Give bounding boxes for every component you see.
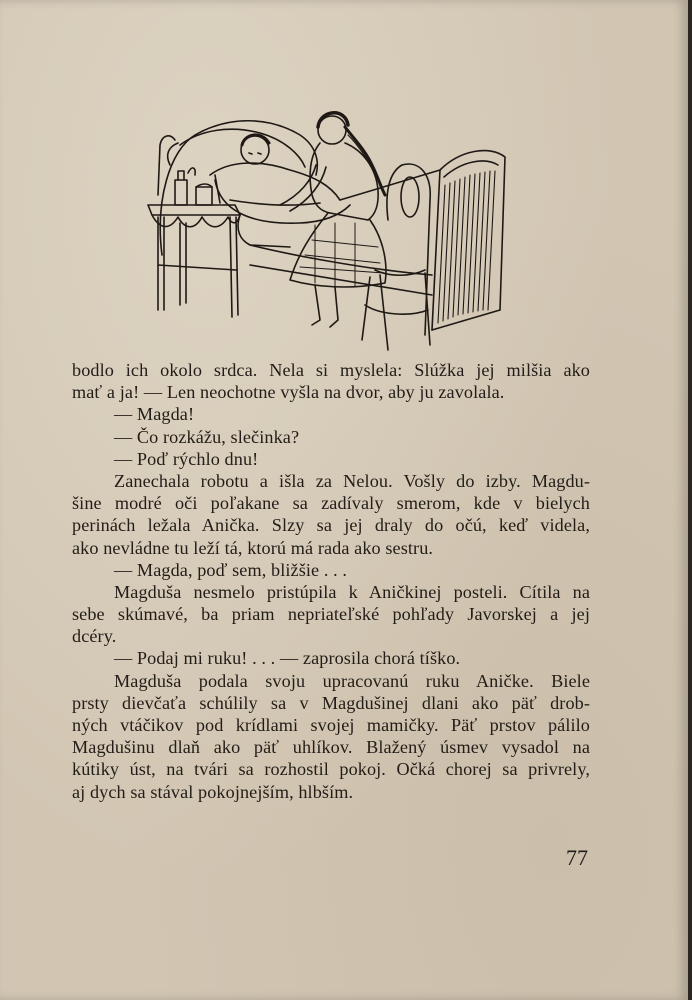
text-line: perinách ležala Anička. Slzy sa jej draly do očú, keď videla, [72,515,590,536]
text-line: šine modré oči poľakane sa zadívaly smerom, kde v bielych [72,493,590,514]
text-line: bodlo ich okolo srdca. Nela si myslela: Slúžka jej milšia ako [72,360,590,380]
bedside-scene-illustration [140,105,520,355]
dialog-line: — Podaj mi ruku! . . . — zaprosila chorá tíško. [114,648,461,669]
text-line: aj dych sa stával pokojnejším, hlbším. [72,781,354,802]
text-line: sebe skúmavé, ba priam nepriateľské pohľady Javorskej a jej [72,604,590,625]
text-line: Magduša nesmelo pristúpila k Aničkinej posteli. Cítila na [114,581,590,602]
dialog-line: — Čo rozkážu, slečinka? [114,426,300,447]
text-line: dcéry. [72,626,117,647]
dialog-line: — Magda, poď sem, bližšie . . . [114,559,348,580]
text-line: kútiky úst, na tvári sa rozhostil pokoj. Očká chorej sa privrely, [72,759,590,780]
dialog-line: — Magda! [114,404,195,425]
text-line: Zanechala robotu a išla za Nelou. Vošly do izby. Magdu- [114,470,590,491]
page-number: 77 [566,845,588,870]
text-line: Magdušinu dlaň ako päť uhlíkov. Blažený úsmev vysadol na [72,737,590,758]
body-text [72,359,590,803]
dialog-line: — Poď rýchlo dnu! [114,448,259,469]
text-line: mať a ja! — Len neochotne vyšla na dvor, aby ju zavolala. [72,382,505,403]
text-line: ako nevládne tu leží tá, ktorú má rada ako sestru. [72,537,434,558]
text-line: ných vtáčikov pod krídlami svojej mamičky. Päť prstov pálilo [72,715,590,735]
text-line: prsty dievčaťa schúlily sa v Magdušinej dlani ako päť drob- [72,692,590,713]
text-line: Magduša podala svoju upracovanú ruku Aničke. Biele [114,670,590,691]
